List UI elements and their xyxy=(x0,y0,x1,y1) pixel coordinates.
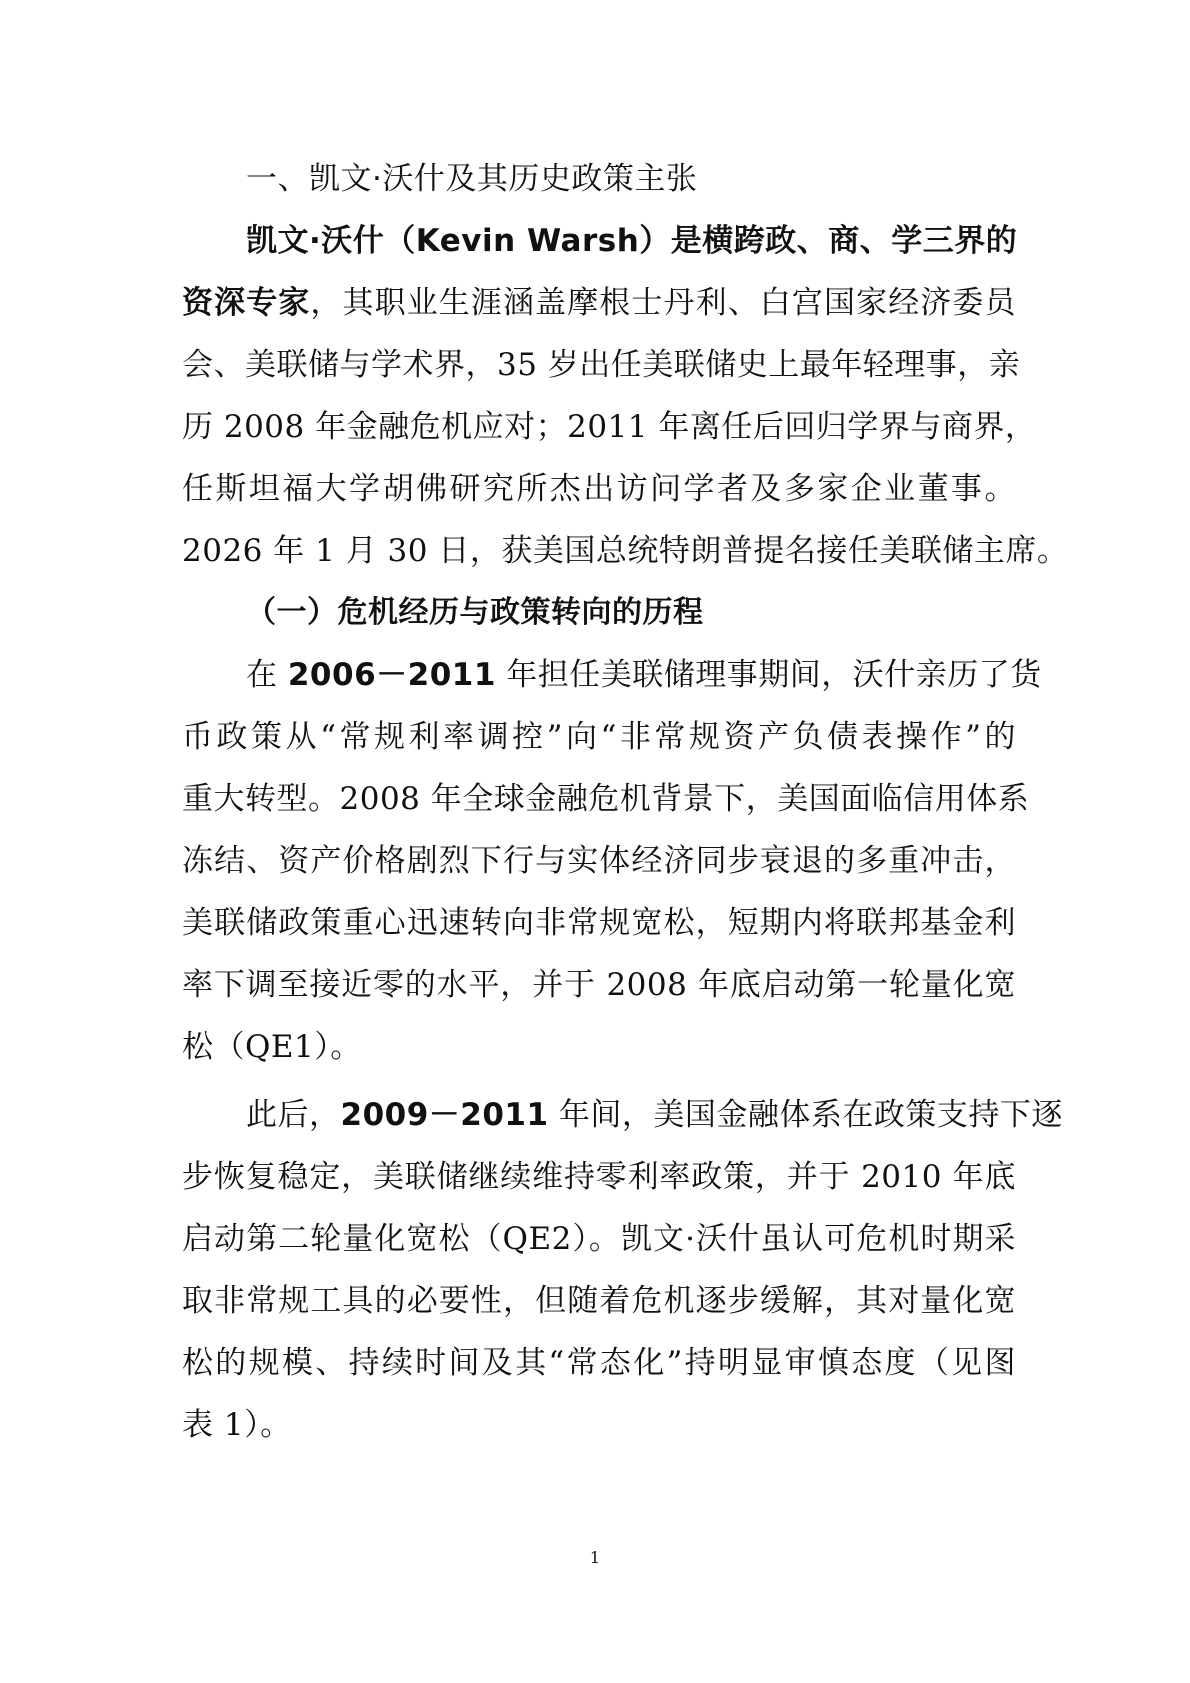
crisis-paragraph-line-4: 冻结、资产价格剧烈下行与实体经济同步衰退的多重冲击， xyxy=(182,843,1016,879)
intro-paragraph-line-3: 会、美联储与学术界，35 岁出任美联储史上最年轻理事，亲 xyxy=(182,347,1021,383)
intro-bold-text-2: 资深专家 xyxy=(182,285,311,321)
crisis-paragraph-line-2: 币政策从“常规利率调控”向“非常规资产负债表操作”的 xyxy=(182,719,1016,755)
document-page xyxy=(182,148,1069,1456)
qe-paragraph-line-6: 表 1）。 xyxy=(182,1407,292,1443)
qe-text-pre: 此后， xyxy=(246,1097,341,1133)
crisis-text-pre: 在 xyxy=(246,657,288,693)
intro-paragraph-line-2 xyxy=(182,272,1016,334)
qe-paragraph-line-4: 取非常规工具的必要性，但随着危机逐步缓解，其对量化宽 xyxy=(182,1283,1016,1319)
subsection-heading: （一）危机经历与政策转向的历程 xyxy=(246,595,704,630)
section-heading: 一、凯文·沃什及其历史政策主张 xyxy=(246,161,698,197)
intro-paragraph-line-1 xyxy=(182,210,1016,272)
intro-paragraph-line-6: 2026 年 1 月 30 日，获美国总统特朗普提名接任美联储主席。 xyxy=(182,533,1069,569)
qe-paragraph-line-1 xyxy=(182,1084,1063,1146)
qe-paragraph-line-5: 松的规模、持续时间及其“常态化”持明显审慎态度（见图 xyxy=(182,1345,1016,1381)
crisis-paragraph-line-6: 率下调至接近零的水平，并于 2008 年底启动第一轮量化宽 xyxy=(182,967,1016,1003)
crisis-paragraph-line-1 xyxy=(182,644,1042,706)
intro-paragraph-line-5: 任斯坦福大学胡佛研究所杰出访问学者及多家企业董事。 xyxy=(182,471,1016,507)
intro-text: ，其职业生涯涵盖摩根士丹利、白宫国家经济委员 xyxy=(310,285,1017,321)
intro-bold-text: 凯文·沃什（Kevin Warsh）是横跨政、商、学三界的 xyxy=(246,223,1018,259)
crisis-years-bold: 2006－2011 xyxy=(287,657,496,693)
crisis-paragraph-line-5: 美联储政策重心迅速转向非常规宽松，短期内将联邦基金利 xyxy=(182,905,1016,941)
qe-years-bold: 2009－2011 xyxy=(340,1097,549,1133)
qe-text-rest: 年间，美国金融体系在政策支持下逐 xyxy=(548,1097,1063,1133)
page-number: 1 xyxy=(589,1548,601,1567)
qe-paragraph-line-3: 启动第二轮量化宽松（QE2）。凯文·沃什虽认可危机时期采 xyxy=(182,1221,1016,1257)
qe-paragraph-line-2: 步恢复稳定，美联储继续维持零利率政策，并于 2010 年底 xyxy=(182,1159,1016,1195)
crisis-paragraph-line-3: 重大转型。2008 年全球金融危机背景下，美国面临信用体系 xyxy=(182,781,1030,817)
crisis-paragraph-line-7: 松（QE1）。 xyxy=(182,1029,362,1065)
crisis-text-rest: 年担任美联储理事期间，沃什亲历了货 xyxy=(495,657,1042,693)
intro-paragraph-line-4: 历 2008 年金融危机应对；2011 年离任后回归学界与商界， xyxy=(182,409,1037,445)
